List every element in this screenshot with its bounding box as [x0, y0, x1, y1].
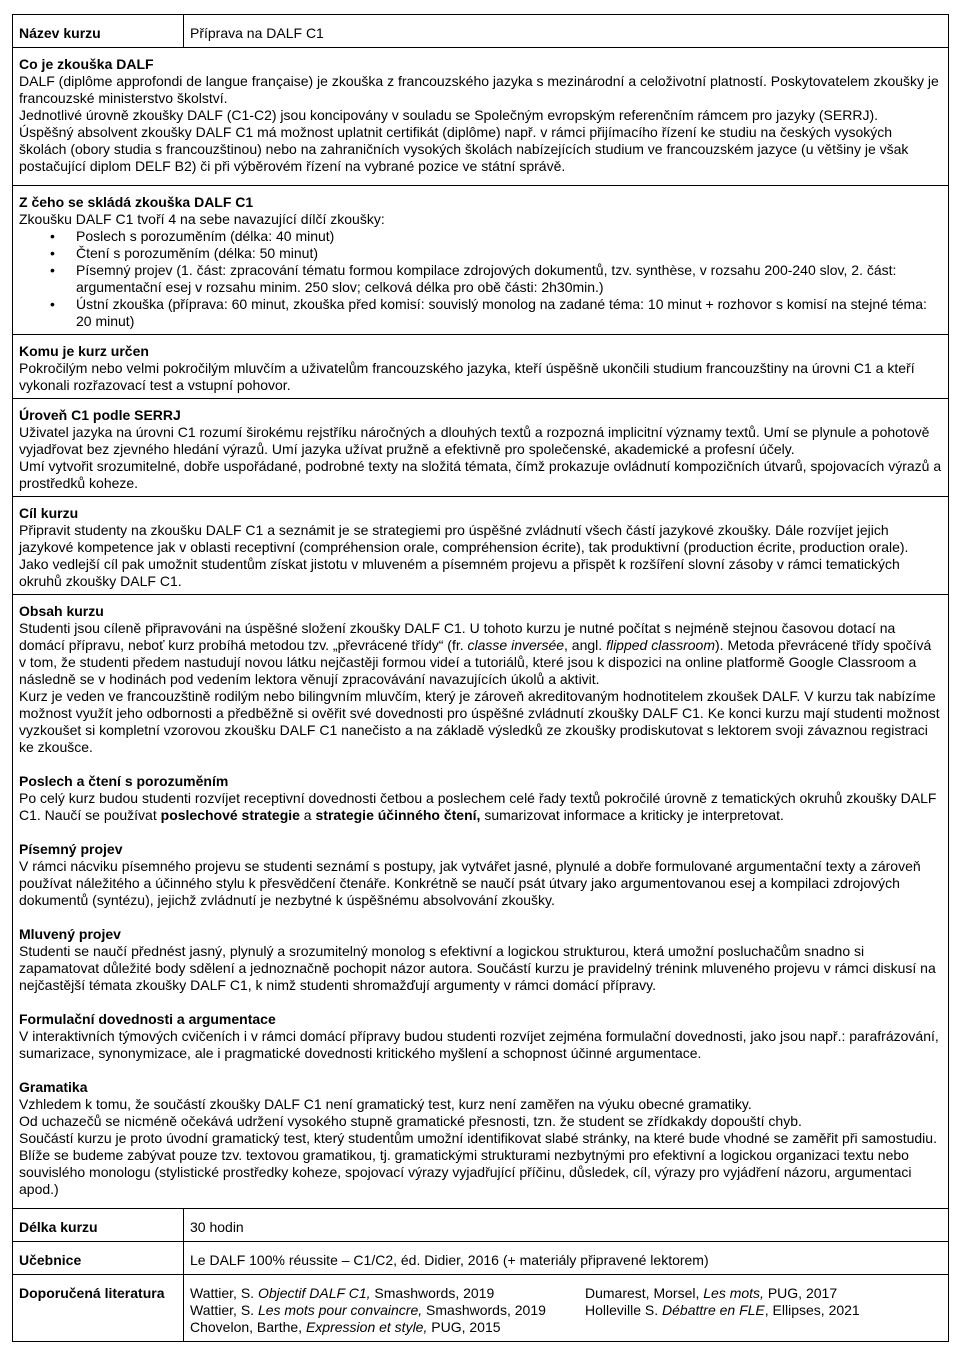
literature-author: Chovelon, Barthe, [190, 1319, 306, 1335]
reading-strategy-bold: strategie účinného čtení, [315, 807, 481, 823]
listening-heading: Poslech a čtení s porozuměním [19, 773, 229, 789]
course-name-label: Název kurzu [13, 15, 184, 47]
grammar-paragraph: Od uchazečů se nicméně očekává udržení vysokého stupně gramatické přesnosti, tzn. že student se zřídkakdy dopouští chyb. [19, 1113, 802, 1129]
grammar-heading: Gramatika [19, 1079, 88, 1095]
listening-text [19, 790, 942, 824]
listening-subsection [19, 773, 942, 824]
writing-text: V rámci nácviku písemného projevu se studenti seznámí s postupy, jak vytvářet jasné, plynulé a dobře formulované argumentační texty a zároveň používat náležitého a účinného stylu k přesvědčení čtenáře. Konkrétně se naučí psát útvary jako argumentovanou esej a kompilaci zdrojových dokumentů (syntézu), jejichž zvládnutí je nezbytné k úspěšnému absolvování zkoušky. [19, 858, 921, 908]
literature-entry [190, 1302, 573, 1319]
course-name-value: Příprava na DALF C1 [190, 25, 324, 41]
audience-section [13, 335, 948, 399]
duration-row [13, 1209, 948, 1242]
literature-list [184, 1275, 948, 1341]
goal-paragraph: Jako vedlejší cíl pak umožnit studentům získat jistotu v mluveném a písemném projevu a přispět k rozšíření slovní zásoby v rámci tematických okruhů zkoušky DALF C1. [19, 556, 900, 589]
literature-publisher: Smashwords, 2019 [370, 1285, 495, 1301]
duration-value: 30 hodin [190, 1219, 244, 1235]
literature-author: Wattier, S. [190, 1285, 258, 1301]
audience-text: Pokročilým nebo velmi pokročilým mluvčím a uživatelům francouzského jazyka, kteří úspěšně ukončili studium francouzštiny na úrovni C1 a kteří vykonali rozřazovací test a vstupní pohovor. [19, 360, 915, 393]
exam-parts-list [19, 228, 942, 330]
level-section [13, 399, 948, 497]
level-paragraph: Umí vytvořit srozumitelné, dobře uspořádané, podrobné texty na složitá témata, čímž prokazuje ovládnutí kompozičních útvarů, spojovacích výrazů a prostředků koheze. [19, 458, 942, 491]
list-item: • Písemný projev (1. část: zpracování tématu formou kompilace zdrojových dokumentů, tzv. synthèse, v rozsahu 200-240 slov, 2. část: argumentační esej v rozsahu minim. 250 slov; celková délka pro obě části: 2h30min.) [76, 262, 942, 296]
level-heading: Úroveň C1 podle SERRJ [19, 407, 181, 423]
literature-author: Holleville S. [585, 1302, 663, 1318]
audience-heading: Komu je kurz určen [19, 343, 149, 359]
textbook-value: Le DALF 100% réussite – C1/C2, éd. Didier, 2016 (+ materiály připravené lektorem) [190, 1252, 709, 1268]
literature-author: Wattier, S. [190, 1302, 258, 1318]
literature-publisher: Smashwords, 2019 [422, 1302, 546, 1318]
grammar-subsection [19, 1079, 942, 1198]
listening-text-part: Po celý kurz budou studenti rozvíjet receptivní dovednosti četbou a poslechem celé řady textů pokročilé úrovně z tematických okruhů zkoušky DALF C1. Naučí se používat [19, 790, 937, 823]
literature-publisher: , Ellipses, 2021 [764, 1302, 860, 1318]
textbook-label: Učebnice [13, 1242, 184, 1274]
content-paragraph: Kurz je veden ve francouzštině rodilým nebo bilingvním mluvčím, který je zároveň akreditovaným hodnotitelem zkoušek DALF. V kurzu tak nabízíme možnost využít jeho odbornosti a předběžně si ověřit své dovednosti pro úspěšné zvládnutí zkoušky DALF C1. Ke konci kurzu mají studenti možnost vyzkoušet si kompletní vzorovou zkoušku DALF C1 nanečisto a na základě výsledků ze zkoušky prodiskutovat s lektorem svoji závaznou registraci ke zkoušce. [19, 688, 940, 755]
literature-title: Expression et style, [305, 1319, 428, 1335]
listening-text-part: sumarizovat informace a kriticky je interpretovat. [480, 807, 784, 823]
content-section [13, 595, 948, 1209]
list-item: • Poslech s porozuměním (délka: 40 minut) [76, 228, 942, 245]
literature-entry [190, 1319, 573, 1336]
content-paragraph [19, 620, 942, 688]
content-heading: Obsah kurzu [19, 603, 104, 619]
exam-parts-section [13, 186, 948, 335]
goal-heading: Cíl kurzu [19, 505, 79, 521]
literature-author: Dumarest, Morsel, [585, 1285, 704, 1301]
exam-parts-heading: Z čeho se skládá zkouška DALF C1 [19, 194, 254, 210]
exam-parts-intro: Zkoušku DALF C1 tvoří 4 na sebe navazující dílčí zkoušky: [19, 211, 385, 227]
goal-paragraph: Připravit studenty na zkoušku DALF C1 a seznámit je se strategiemi pro úspěšné zvládnutí všech částí jazykové zkoušky. Dále rozvíjet jejich jazykové kompetence jak v oblasti receptivní (compréhension orale, compréhension écrite), tak produktivní (production écrite, production orale). [19, 522, 909, 555]
writing-subsection [19, 841, 942, 909]
level-paragraph: Uživatel jazyka na úrovni C1 rozumí širokému rejstříku náročných a dlouhých textů a rozpozná implicitní významy textů. Umí se plynule a pohotově vyjadřovat bez zjevného hledání výrazů. Umí jazyka užívat pružně a efektivně pro společenské, akademické a profesní účely. [19, 424, 930, 457]
literature-column-right [579, 1275, 948, 1341]
content-emphasis: classe inversée [467, 637, 565, 653]
list-item: • Ústní zkouška (příprava: 60 minut, zkouška před komisí: souvislý monolog na zadané téma: 10 minut + rozhovor s komisí na stejné téma: 20 minut) [76, 296, 942, 330]
goal-section [13, 497, 948, 595]
literature-title: Objectif DALF C1, [257, 1285, 371, 1301]
formulation-text: V interaktivních týmových cvičeních i v rámci domácí přípravy budou studenti rozvíjet zejména formulační dovednosti, jako jsou např.: parafrázování, sumarizace, synonymizace, ale i pragmatické dovednosti kritického myšlení a schopnost účinné argumentace. [19, 1028, 939, 1061]
literature-title: Débattre en FLE [662, 1302, 765, 1318]
literature-entry [190, 1285, 573, 1302]
grammar-paragraph: Blíže se budeme zabývat pouze tzv. textovou gramatikou, tj. gramatickými strukturami nezbytnými pro efektivní a logickou organizaci textu nebo souvislého monologu (stylistické prostředky koheze, spojovací výrazy vyjadřující příčinu, důsledek, cíl, výrazy pro vyjádření názoru, argumentaci apod.) [19, 1147, 912, 1197]
formulation-subsection [19, 1011, 942, 1062]
course-document [12, 14, 949, 1342]
speaking-heading: Mluvený projev [19, 926, 121, 942]
about-exam-paragraph: DALF (diplôme approfondi de langue française) je zkouška z francouzského jazyka s mezinárodní a celoživotní platností. Poskytovatelem zkoušky je francouzské ministerstvo školství. [19, 73, 939, 106]
literature-publisher: PUG, 2017 [763, 1285, 838, 1301]
literature-title: Les mots pour convaincre, [257, 1302, 423, 1318]
about-exam-heading: Co je zkouška DALF [19, 56, 154, 72]
content-emphasis: flipped classroom [606, 637, 715, 653]
content-text: Studenti jsou cíleně připravováni na úspěšné složení zkoušky DALF C1. U tohoto kurzu je nutné počítat s nejméně stejnou časovou dotací na domácí přípravu, neboť kurz probíhá metodou tzv. „převrácené třídy“ (fr. [19, 620, 896, 653]
literature-column-left [184, 1275, 579, 1341]
textbook-row [13, 1242, 948, 1275]
literature-title: Les mots, [703, 1285, 764, 1301]
literature-row [13, 1275, 948, 1341]
literature-publisher: PUG, 2015 [427, 1319, 501, 1335]
literature-entry [585, 1302, 942, 1319]
course-name-row [13, 15, 948, 48]
about-exam-section [13, 48, 948, 186]
duration-label: Délka kurzu [13, 1209, 184, 1241]
about-exam-paragraph: Úspěšný absolvent zkoušky DALF C1 má možnost uplatnit certifikát (diplôme) např. v rámci přijímacího řízení ke studiu na českých vysokých školách (obory studia s francouzštinou) nebo na zahraničních vysokých školách nabízejících studium ve francouzském jazyce (u většiny je však postačující diplom DELF B2) či při výběrovém řízení na vybrané pozice ve státní správě. [19, 124, 909, 174]
literature-entry [585, 1285, 942, 1302]
speaking-text: Studenti se naučí přednést jasný, plynulý a srozumitelný monolog s efektivní a logickou strukturou, která umožní posluchačům snadno si zapamatovat důležité body sdělení a jednoznačně pochopit názor autora. Součástí kurzu je pravidelný trénink mluveného projevu v rámci diskusí na nejčastější témata zkoušky DALF C1, k nimž studenti shromažďují argumenty v rámci domácí přípravy. [19, 943, 936, 993]
grammar-paragraph: Součástí kurzu je proto úvodní gramatický test, který studentům umožní identifikovat slabé stránky, na které bude vhodné se zaměřit při samostudiu. [19, 1130, 937, 1146]
grammar-paragraph: Vzhledem k tomu, že součástí zkoušky DALF C1 není gramatický test, kurz není zaměřen na výuku obecné gramatiky. [19, 1096, 752, 1112]
literature-label: Doporučená literatura [13, 1275, 184, 1341]
content-text: , angl. [564, 637, 607, 653]
list-item: • Čtení s porozuměním (délka: 50 minut) [76, 245, 942, 262]
listening-text-part: a [299, 807, 316, 823]
speaking-subsection [19, 926, 942, 994]
about-exam-paragraph: Jednotlivé úrovně zkoušky DALF (C1-C2) jsou koncipovány v souladu se Společným evropským referenčním rámcem pro jazyky (SERRJ). [19, 107, 878, 123]
formulation-heading: Formulační dovednosti a argumentace [19, 1011, 276, 1027]
content-text: ). Metoda převrácené třídy spočívá v tom, že studenti předem nastudují novou látku nejčastěji formou videí a tutoriálů, které jsou k dispozici na online platformě Google Classroom a následně se v hodinách pod vedením lektora věnují zpracovávání navazujících úkolů a aktivit. [19, 637, 932, 687]
writing-heading: Písemný projev [19, 841, 123, 857]
listening-strategy-bold: poslechové strategie [160, 807, 300, 823]
